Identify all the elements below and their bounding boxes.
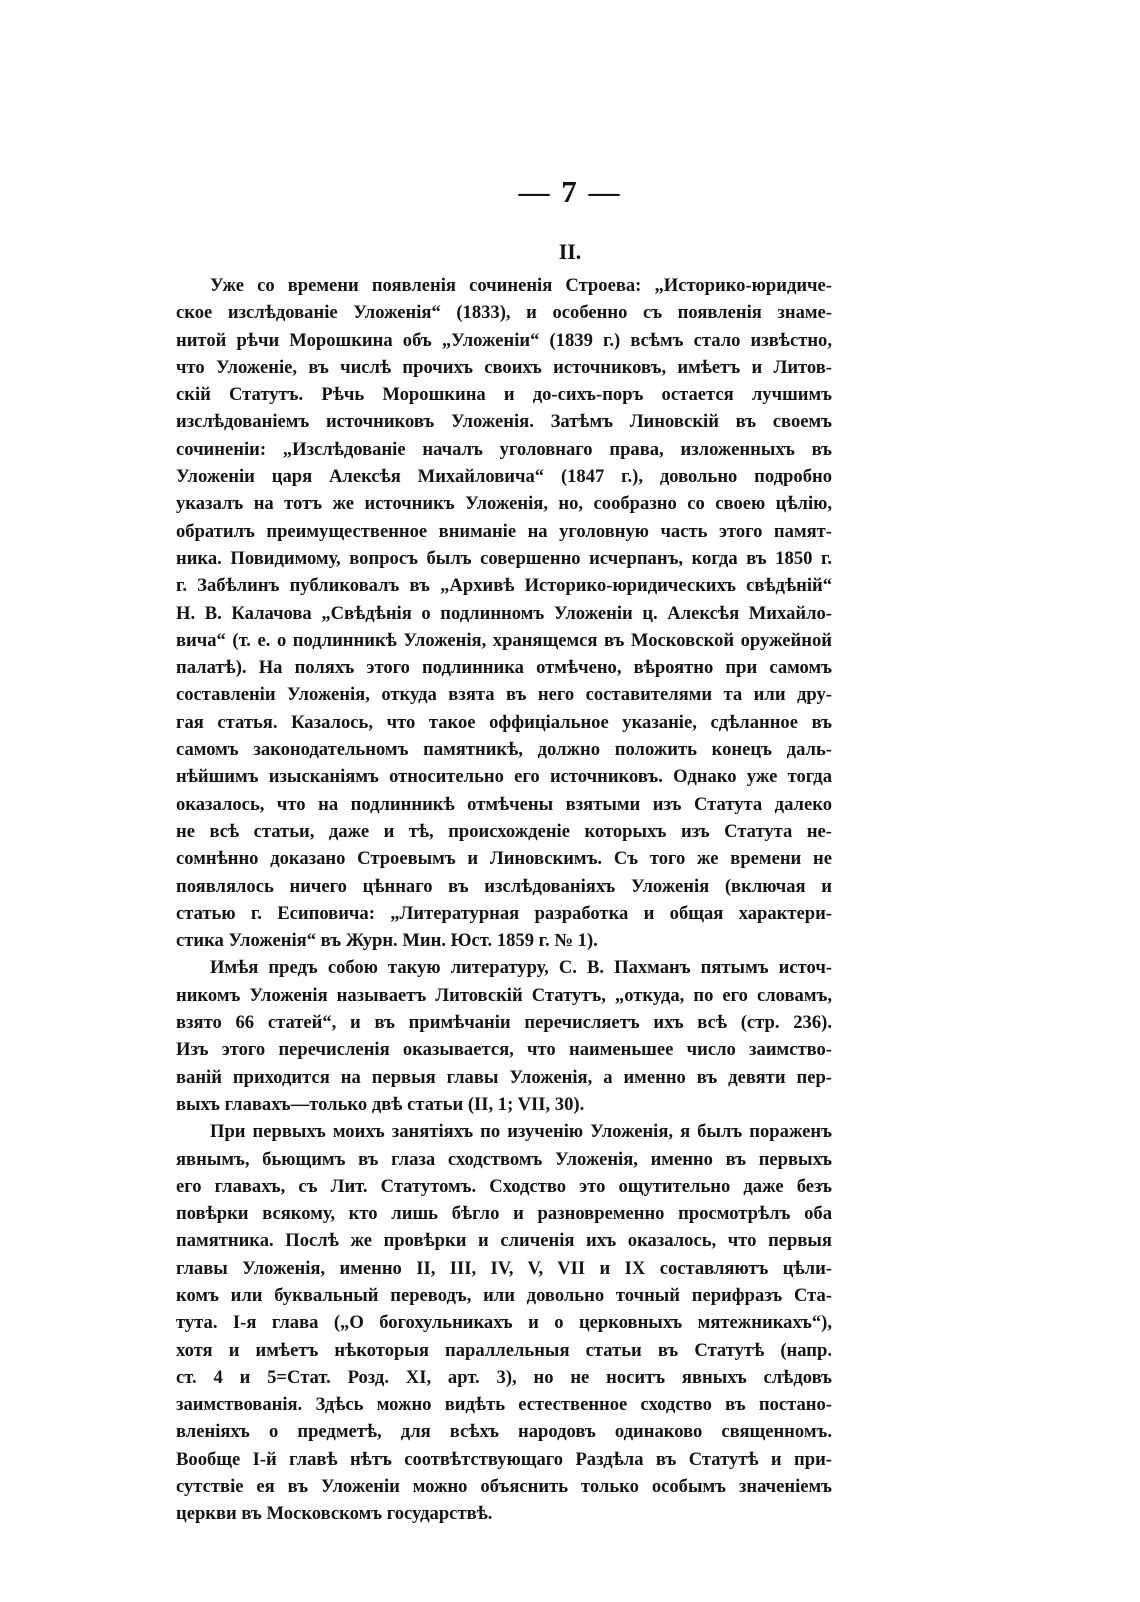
- text-line: никомъ Уложенія называетъ Литовскій Статутъ, „откуда, по его словамъ,: [176, 984, 832, 1006]
- text-line: взято 66 статей“, и въ примѣчаніи перечисляетъ ихъ всѣ (стр. 236).: [176, 1012, 832, 1034]
- text-line: хотя и имѣетъ нѣкоторыя параллельныя статьи въ Статутѣ (напр.: [176, 1339, 832, 1361]
- text-line: обратилъ преимущественное вниманіе на уголовную часть этого памят-: [176, 520, 832, 542]
- text-line: Н. В. Калачова „Свѣдѣнія о подлинномъ Уложеніи ц. Алексѣя Михайло-: [176, 602, 832, 624]
- text-line: ст. 4 и 5=Стат. Розд. XI, арт. 3), но не носитъ явныхъ слѣдовъ: [176, 1366, 832, 1388]
- text-line: вича“ (т. е. о подлинникѣ Уложенія, хранящемся въ Московской оружейной: [176, 629, 832, 651]
- text-line: статью г. Есиповича: „Литературная разработка и общая характери-: [176, 902, 832, 924]
- text-line: нѣйшимъ изысканіямъ относительно его источниковъ. Однако уже тогда: [176, 766, 832, 788]
- text-line: явнымъ, бьющимъ въ глаза сходствомъ Уложенія, именно въ первыхъ: [176, 1148, 832, 1170]
- text-line: появлялось ничего цѣннаго въ изслѣдованіяхъ Уложенія (включая и: [176, 875, 832, 897]
- text-line: скій Статутъ. Рѣчь Морошкина и до-сихъ-поръ остается лучшимъ: [176, 384, 832, 406]
- text-line: самомъ законодательномъ памятникѣ, должно положить конецъ даль-: [176, 739, 832, 761]
- text-line: вленіяхъ о предметѣ, для всѣхъ народовъ одинаково священномъ.: [176, 1421, 832, 1443]
- text-line: стика Уложенія“ въ Журн. Мин. Юст. 1859 г. № 1).: [176, 930, 598, 952]
- text-line: изслѣдованіемъ источниковъ Уложенія. Затѣмъ Линовскій въ своемъ: [176, 411, 832, 433]
- text-line: главы Уложенія, именно II, III, IV, V, VII и IX составляютъ цѣли-: [176, 1257, 832, 1279]
- text-line: памятника. Послѣ же провѣрки и сличенія ихъ оказалось, что первыя: [176, 1230, 832, 1252]
- text-line: оказалось, что на подлинникѣ отмѣчены взятыми изъ Статута далеко: [176, 793, 832, 815]
- text-line: Имѣя предъ собою такую литературу, С. В. Пахманъ пятымъ источ-: [210, 957, 832, 979]
- paragraph: [176, 1118, 832, 1527]
- paragraph: [176, 272, 832, 954]
- text-line: сомнѣнно доказано Строевымъ и Линовскимъ. Съ того же времени не: [176, 848, 832, 870]
- text-line: ника. Повидимому, вопросъ былъ совершенно исчерпанъ, когда въ 1850 г.: [176, 547, 832, 569]
- text-line: сутствіе ея въ Уложеніи можно объяснить только особымъ значеніемъ: [176, 1476, 832, 1498]
- text-line: не всѣ статьи, даже и тѣ, происхожденіе которыхъ изъ Статута не-: [176, 820, 832, 842]
- text-line: г. Забѣлинъ публиковалъ въ „Архивѣ Историко-юридическихъ свѣдѣній“: [176, 575, 832, 597]
- text-line: Вообще I-й главѣ нѣтъ соотвѣтствующаго Раздѣла въ Статутѣ и при-: [176, 1448, 832, 1470]
- text-line: ское изслѣдованіе Уложенія“ (1833), и особенно съ появленія знаме-: [176, 302, 832, 324]
- text-line: что Уложеніе, въ числѣ прочихъ своихъ источниковъ, имѣетъ и Литов-: [176, 356, 832, 378]
- text-line: Уложеніи царя Алексѣя Михайловича“ (1847 г.), довольно подробно: [176, 466, 832, 488]
- text-line: сочиненіи: „Изслѣдованіе началъ уголовнаго права, изложенныхъ въ: [176, 438, 832, 460]
- text-line: палатѣ). На поляхъ этого подлинника отмѣчено, вѣроятно при самомъ: [176, 657, 832, 679]
- text-line: составленіи Уложенія, откуда взята въ него составителями та или дру-: [176, 684, 832, 706]
- paragraph: [176, 954, 832, 1118]
- text-line: ваній приходится на первыя главы Уложенія, а именно въ девяти пер-: [176, 1066, 832, 1088]
- text-line: указалъ на тотъ же источникъ Уложенія, но, сообразно со своею цѣлію,: [176, 493, 832, 515]
- section-heading: II.: [558, 239, 582, 264]
- text-line: Уже со времени появленія сочиненія Строева: „Историко-юридиче-: [210, 275, 832, 296]
- page-number: — 7 —: [518, 174, 622, 209]
- text-line: гая статья. Казалось, что такое оффиціальное указаніе, сдѣланное въ: [176, 711, 832, 733]
- text-line: тута. I-я глава („О богохульникахъ и о церковныхъ мятежникахъ“),: [176, 1312, 832, 1334]
- body-text: [176, 272, 832, 1528]
- text-line: Изъ этого перечисленія оказывается, что наименьшее число заимство-: [176, 1039, 832, 1061]
- text-line: При первыхъ моихъ занятіяхъ по изученію Уложенія, я былъ пораженъ: [210, 1121, 832, 1143]
- text-line: нитой рѣчи Морошкина объ „Уложеніи“ (1839 г.) всѣмъ стало извѣстно,: [176, 329, 832, 351]
- text-line: заимствованія. Здѣсь можно видѣть естественное сходство въ постано-: [176, 1394, 832, 1416]
- text-line: комъ или буквальный переводъ, или довольно точный перифразъ Ста-: [176, 1284, 832, 1306]
- text-line: выхъ главахъ—только двѣ статьи (II, 1; VII, 30).: [176, 1093, 585, 1115]
- text-line: церкви въ Московскомъ государствѣ.: [176, 1503, 493, 1525]
- text-line: повѣрки всякому, кто лишь бѣгло и разновременно просмотрѣлъ оба: [176, 1203, 832, 1225]
- text-line: его главахъ, съ Лит. Статутомъ. Сходство это ощутительно даже безъ: [176, 1175, 832, 1197]
